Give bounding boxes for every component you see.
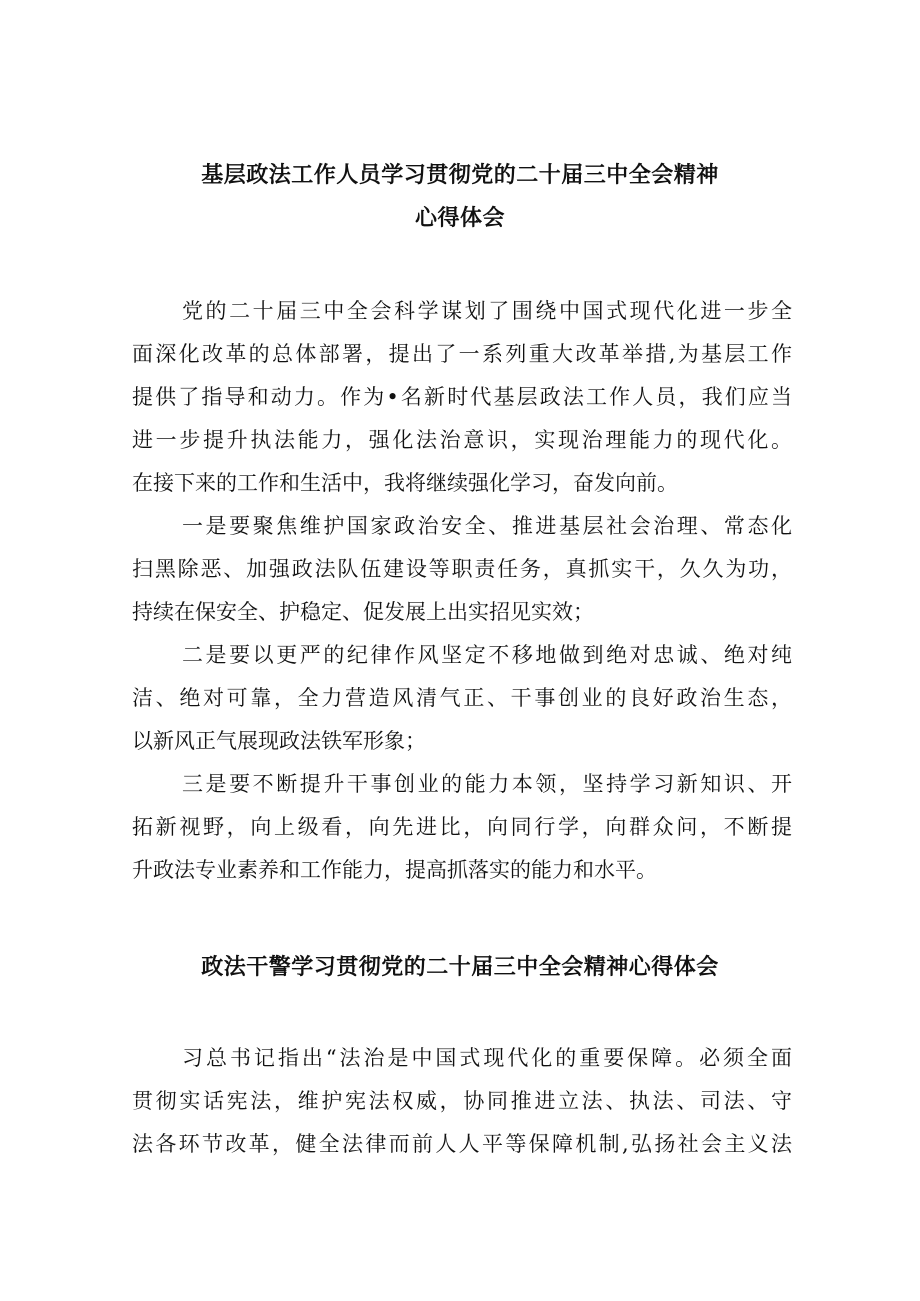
paragraph-1-line: 面深化改革的总体部署，提出了一系列重大改革举措,为基层工作 <box>132 342 792 366</box>
paragraph-3-line: 以新风正气展现政法铁军形象； <box>132 729 426 753</box>
paragraph-5-line: 贯彻实话宪法，维护宪法权威，协同推进立法、执法、司法、守 <box>132 1089 792 1113</box>
paragraph-3-line: 洁、绝对可靠，全力营造风清气正、干事创业的良好政治生态， <box>132 686 792 710</box>
paragraph-2-line: 持续在保安全、护稳定、促发展上出实招见实效； <box>132 600 594 624</box>
paragraph-2-line: 扫黑除恶、加强政法队伍建设等职责任务，真抓实干，久久为功， <box>132 557 792 581</box>
article-title-1-line-1: 基层政法工作人员学习贯彻党的二十届三中全会精神 <box>201 162 719 188</box>
article-title-2: 政法干警学习贯彻党的二十届三中全会精神心得体会 <box>201 954 719 980</box>
paragraph-5-line: 法各环节改革，健全法律而前人人平等保障机制,弘扬社会主义法 <box>132 1132 792 1156</box>
paragraph-1-line: 进一步提升执法能力，强化法治意识，实现治理能力的现代化。 <box>132 428 792 452</box>
paragraph-2-line: 一是要聚焦维护国家政治安全、推进基层社会治理、常态化 <box>182 514 792 538</box>
paragraph-4-line: 三是要不断提升干事创业的能力本领，坚持学习新知识、开 <box>182 772 792 796</box>
paragraph-1-line: 提供了指导和动力。作为•名新时代基层政法工作人员，我们应当 <box>132 385 792 409</box>
paragraph-4-line: 升政法专业素养和工作能力，提高抓落实的能力和水平。 <box>132 858 657 882</box>
paragraph-5-line: 习总书记指出“法治是中国式现代化的重要保障。必须全面 <box>182 1046 792 1070</box>
paragraph-1-line: 在接下来的工作和生活中，我将继续强化学习，奋发向前。 <box>132 471 678 495</box>
paragraph-4-line: 拓新视野，向上级看，向先进比，向同行学，向群众问，不断提 <box>132 815 792 839</box>
paragraph-1-line: 党的二十届三中全会科学谋划了围绕中国式现代化进一步全 <box>182 299 792 323</box>
article-title-1-line-2: 心得体会 <box>414 205 505 231</box>
paragraph-3-line: 二是要以更严的纪律作风坚定不移地做到绝对忠诚、绝对纯 <box>182 643 792 667</box>
